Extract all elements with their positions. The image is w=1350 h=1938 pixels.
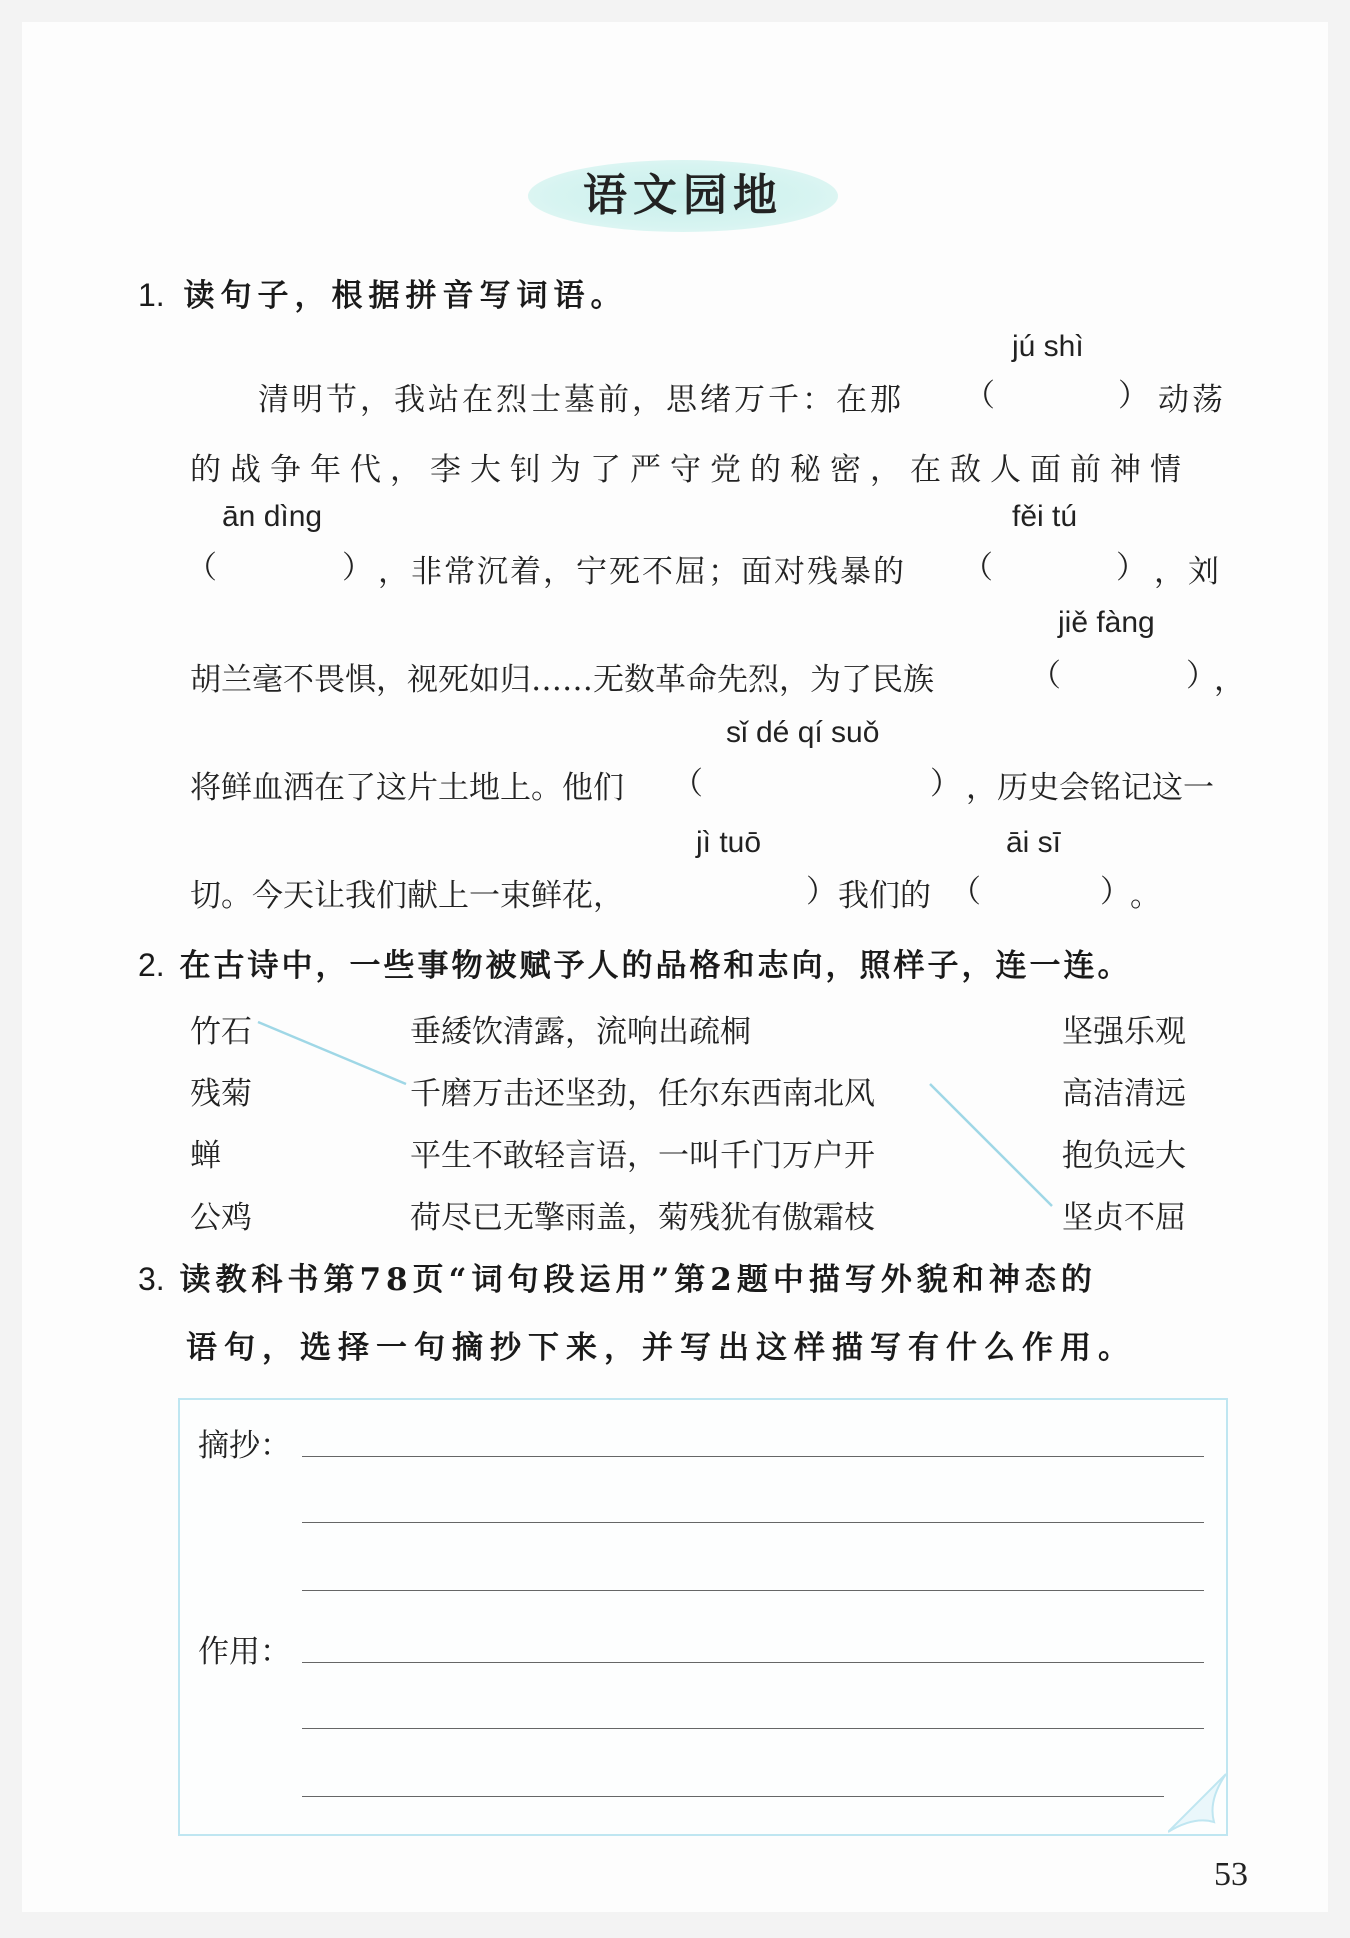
- q3-instruction-2: 语句，选择一句摘抄下来，并写出这样描写有什么作用。: [186, 1330, 1136, 1366]
- effect-line-3[interactable]: [302, 1796, 1164, 1797]
- page-curl-icon: [1168, 1770, 1234, 1840]
- pinyin-ji-tuo: jì tuō: [696, 826, 762, 859]
- q1-instruction: 读句子，根据拼音写词语。: [183, 278, 628, 314]
- pinyin-jie-fang: jiě fàng: [1058, 606, 1155, 639]
- excerpt-line-1[interactable]: [302, 1456, 1204, 1457]
- blank-an-ding-open: （: [186, 550, 217, 586]
- page-number: 53: [1214, 1856, 1248, 1893]
- q2-quality: 坚贞不屈: [1062, 1200, 1186, 1236]
- pinyin-fei-tu: fěi tú: [1012, 500, 1078, 533]
- q1-line-6: 切。今天让我们献上一束鲜花，: [190, 878, 624, 914]
- pinyin-ju-shi: jú shì: [1012, 330, 1084, 363]
- q2-quality: 抱负远大: [1062, 1138, 1186, 1174]
- q2-item: 蝉: [190, 1138, 221, 1174]
- blank-si-de-qi-suo-close: ）: [930, 766, 961, 802]
- q2-poem-line: 垂緌饮清露，流响出疏桐: [410, 1014, 751, 1050]
- q1-text: ，: [1214, 662, 1245, 698]
- excerpt-label: 摘抄：: [198, 1428, 291, 1464]
- q1-text: ，刘: [1154, 554, 1222, 590]
- blank-ai-si-open: （: [950, 874, 981, 910]
- q2-instruction: 在古诗中，一些事物被赋予人的品格和志向，照样子，连一连。: [179, 948, 1132, 984]
- excerpt-line-2[interactable]: [302, 1522, 1204, 1523]
- q1-text: 动荡: [1158, 382, 1226, 418]
- page-title: 语文园地: [583, 170, 783, 221]
- q2-quality: 坚强乐观: [1062, 1014, 1186, 1050]
- match-line-qianmo: [930, 1084, 1052, 1206]
- q1-line-4: 胡兰毫不畏惧，视死如归……无数革命先烈，为了民族: [190, 662, 934, 698]
- q2-poem-line: 平生不敢轻言语，一叫千门万户开: [410, 1138, 875, 1174]
- blank-an-ding-close: ）: [342, 550, 373, 586]
- q3-heading: [138, 1254, 1097, 1299]
- blank-fei-tu-open: （: [962, 550, 993, 586]
- q1-number: 1.: [138, 277, 165, 313]
- blank-ji-tuo-close: ）: [806, 874, 837, 910]
- q2-quality: 高洁清远: [1062, 1076, 1186, 1112]
- q2-number: 2.: [138, 947, 165, 983]
- answer-box: [178, 1398, 1228, 1836]
- q1-line-2: 的战争年代，李大钊为了严守党的秘密，在敌人面前神情: [190, 452, 1190, 488]
- q3-number: 3.: [138, 1261, 165, 1297]
- effect-line-2[interactable]: [302, 1728, 1204, 1729]
- q1-line-5: 将鲜血洒在了这片土地上。他们: [190, 770, 624, 806]
- pinyin-an-ding: ān dìng: [222, 500, 323, 533]
- pinyin-ai-si: āi sī: [1006, 826, 1062, 859]
- q2-poem-line: 荷尽已无擎雨盖，菊残犹有傲霜枝: [410, 1200, 875, 1236]
- blank-ju-shi-open: （: [964, 378, 995, 414]
- q2-item: 公鸡: [190, 1200, 252, 1236]
- q1-text: 清明节，我站在烈士墓前，思绪万千：在那: [258, 382, 904, 418]
- q2-item: 残菊: [190, 1076, 252, 1112]
- effect-line-1[interactable]: [302, 1662, 1204, 1663]
- q1-text: 。: [1130, 878, 1161, 914]
- q2-poem-line: 千磨万击还坚劲，任尔东西南北风: [410, 1076, 875, 1112]
- excerpt-line-3[interactable]: [302, 1590, 1204, 1591]
- blank-jie-fang-close: ）: [1186, 658, 1217, 694]
- q2-item: 竹石: [190, 1014, 252, 1050]
- blank-ai-si-close: ）: [1100, 874, 1131, 910]
- match-line-zhushi: [258, 1022, 406, 1084]
- q1-line-3: ，非常沉着，宁死不屈；面对残暴的: [378, 554, 906, 590]
- blank-fei-tu-close: ）: [1116, 550, 1147, 586]
- q1-text: 我们的: [838, 878, 931, 914]
- q1-text: ，历史会铭记这一: [966, 770, 1214, 806]
- blank-jie-fang-open: （: [1030, 658, 1061, 694]
- pinyin-si-de-qi-suo: sǐ dé qí suǒ: [726, 716, 880, 749]
- q3-instruction-1: 读教科书第78页“词句段运用”第2题中描写外貌和神态的: [179, 1262, 1097, 1298]
- effect-label: 作用：: [198, 1634, 291, 1670]
- blank-si-de-qi-suo-open: （: [672, 766, 703, 802]
- blank-ju-shi-close: ）: [1118, 378, 1149, 414]
